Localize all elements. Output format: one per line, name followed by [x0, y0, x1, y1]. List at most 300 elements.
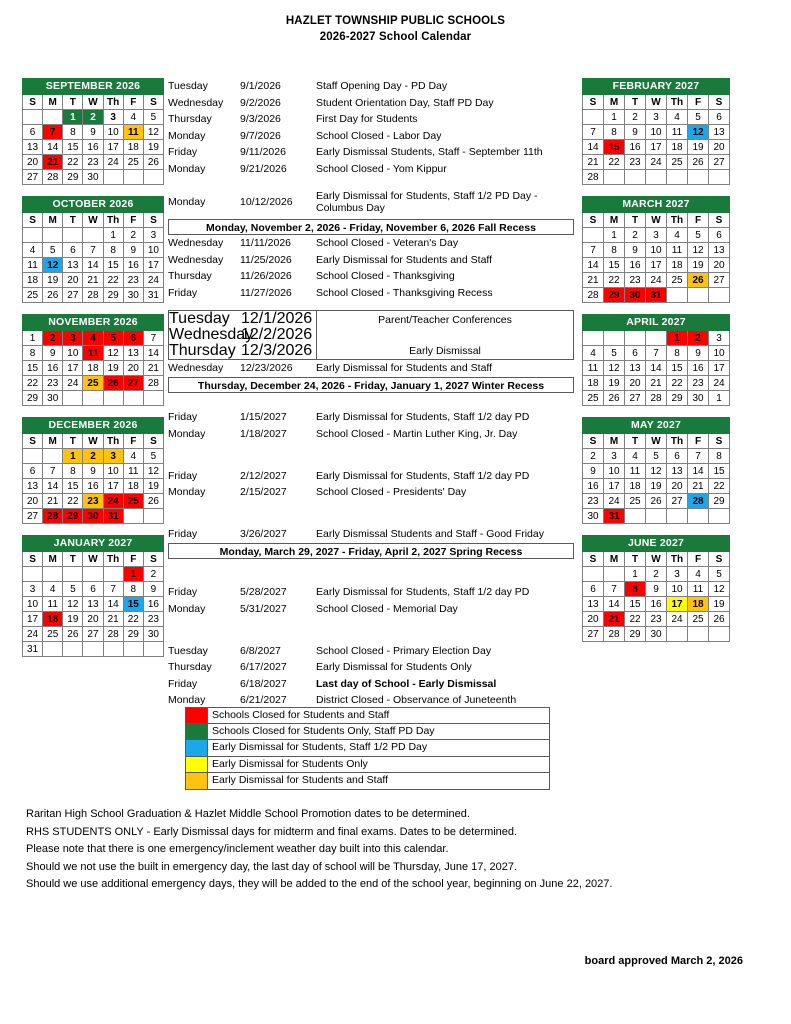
- legend-color-swatch: [186, 724, 208, 739]
- day-of-week-header: M: [604, 213, 625, 228]
- month-may-2027: [582, 417, 730, 524]
- month-april-2027: [582, 314, 730, 406]
- month-title: NOVEMBER 2026: [23, 315, 164, 331]
- calendar-day-cell: 6: [583, 582, 604, 597]
- calendar-day-cell: 1: [63, 110, 83, 125]
- day-of-week-header: T: [625, 552, 646, 567]
- calendar-day-cell: 13: [83, 597, 103, 612]
- calendar-day-cell: 7: [583, 125, 604, 140]
- calendar-day-cell: 6: [667, 449, 688, 464]
- month-title: JANUARY 2027: [23, 536, 164, 552]
- event-weekday: Wednesday: [168, 237, 224, 250]
- event-row: [168, 484, 574, 501]
- event-row: [168, 285, 574, 302]
- calendar-week-row: [23, 170, 164, 185]
- day-of-week-header: Th: [103, 434, 123, 449]
- day-of-week-header: F: [688, 213, 709, 228]
- calendar-empty-cell: [688, 288, 709, 303]
- event-date: 6/18/2027: [240, 677, 287, 690]
- calendar-day-cell: 13: [667, 464, 688, 479]
- calendar-day-cell: 2: [83, 110, 103, 125]
- event-weekday: Friday: [168, 411, 198, 424]
- calendar-day-cell: 16: [143, 597, 163, 612]
- calendar-empty-cell: [583, 110, 604, 125]
- calendar-empty-cell: [123, 170, 143, 185]
- calendar-day-cell: 19: [709, 597, 730, 612]
- calendar-day-cell: 6: [709, 110, 730, 125]
- calendar-day-cell: 17: [709, 361, 730, 376]
- event-weekday: Tuesday: [168, 80, 208, 93]
- calendar-day-cell: 27: [709, 273, 730, 288]
- calendar-empty-cell: [123, 509, 143, 524]
- calendar-week-row: [23, 376, 164, 391]
- calendar-day-cell: 27: [709, 155, 730, 170]
- month-september-2026: [22, 78, 164, 185]
- calendar-empty-cell: [646, 331, 667, 346]
- events-june: [168, 643, 574, 709]
- banner-fall-recess: Monday, November 2, 2026 - Friday, November 6, 2026 Fall Recess: [168, 219, 574, 235]
- calendar-day-cell: 11: [625, 464, 646, 479]
- calendar-day-cell: 15: [709, 464, 730, 479]
- ptc-description: [317, 311, 573, 359]
- calendar-day-cell: 21: [83, 273, 103, 288]
- calendar-week-row: [23, 449, 164, 464]
- calendar-day-cell: 1: [625, 567, 646, 582]
- calendar-empty-cell: [604, 331, 625, 346]
- day-of-week-header: Th: [667, 95, 688, 110]
- event-weekday: Friday: [168, 586, 198, 599]
- calendar-day-cell: 15: [604, 140, 625, 155]
- day-of-week-header: M: [604, 95, 625, 110]
- event-row: [168, 189, 574, 214]
- calendar-empty-cell: [667, 509, 688, 524]
- day-of-week-header: S: [23, 552, 43, 567]
- calendar-day-cell: 5: [709, 567, 730, 582]
- calendar-empty-cell: [625, 331, 646, 346]
- events-september: [168, 78, 574, 177]
- calendar-day-cell: 3: [646, 110, 667, 125]
- calendar-week-row: [23, 479, 164, 494]
- event-weekday: Wednesday: [169, 326, 254, 343]
- calendar-empty-cell: [83, 642, 103, 657]
- calendar-day-cell: 25: [667, 155, 688, 170]
- calendar-day-cell: 29: [63, 170, 83, 185]
- calendar-week-row: [23, 627, 164, 642]
- calendar-day-cell: 23: [123, 273, 143, 288]
- calendar-day-cell: 13: [625, 361, 646, 376]
- month-title: SEPTEMBER 2026: [23, 79, 164, 95]
- calendar-empty-cell: [625, 170, 646, 185]
- calendar-day-cell: 9: [83, 125, 103, 140]
- calendar-day-cell: 14: [43, 479, 63, 494]
- calendar-day-cell: 24: [23, 627, 43, 642]
- calendar-day-cell: 1: [23, 331, 43, 346]
- calendar-day-cell: 16: [688, 361, 709, 376]
- calendar-day-cell: 9: [143, 582, 163, 597]
- ptc-subtitle: Early Dismissal: [409, 345, 481, 357]
- calendar-day-cell: 5: [646, 449, 667, 464]
- calendar-day-cell: 27: [63, 288, 83, 303]
- calendar-day-cell: 26: [143, 494, 163, 509]
- day-of-week-header: S: [709, 95, 730, 110]
- calendar-day-cell: 19: [688, 140, 709, 155]
- event-date: 1/18/2027: [240, 427, 287, 440]
- event-weekday: Wednesday: [168, 362, 224, 375]
- calendar-week-row: [583, 273, 730, 288]
- calendar-day-cell: 7: [83, 243, 103, 258]
- calendar-day-cell: 23: [688, 376, 709, 391]
- calendar-day-cell: 11: [123, 125, 143, 140]
- calendar-empty-cell: [604, 170, 625, 185]
- calendar-day-cell: 10: [646, 125, 667, 140]
- calendar-day-cell: 9: [646, 582, 667, 597]
- calendar-empty-cell: [43, 449, 63, 464]
- events-october: [168, 189, 574, 214]
- calendar-day-cell: 7: [583, 243, 604, 258]
- spacer: [168, 634, 574, 643]
- event-row: [168, 95, 574, 112]
- day-of-week-header: S: [143, 95, 163, 110]
- calendar-day-cell: 4: [625, 449, 646, 464]
- calendar-week-row: [583, 331, 730, 346]
- calendar-day-cell: 11: [83, 346, 103, 361]
- banner-winter-recess: Thursday, December 24, 2026 - Friday, January 1, 2027 Winter Recess: [168, 377, 574, 393]
- calendar-day-cell: 5: [143, 110, 163, 125]
- calendar-day-cell: 2: [123, 228, 143, 243]
- calendar-day-cell: 11: [667, 125, 688, 140]
- events-december: [168, 360, 574, 377]
- event-date: 6/17/2027: [240, 661, 287, 674]
- event-row: [168, 128, 574, 145]
- spacer: [168, 459, 574, 468]
- calendar-empty-cell: [709, 509, 730, 524]
- calendar-day-cell: 13: [123, 346, 143, 361]
- day-of-week-header: W: [83, 552, 103, 567]
- calendar-week-row: [23, 155, 164, 170]
- calendar-day-cell: 8: [103, 243, 123, 258]
- month-march-2027: [582, 196, 730, 303]
- event-row: [168, 252, 574, 269]
- calendar-day-cell: 18: [123, 140, 143, 155]
- calendar-day-cell: 2: [625, 228, 646, 243]
- calendar-day-cell: 9: [83, 464, 103, 479]
- event-date: 2/12/2027: [240, 469, 287, 482]
- calendar-day-cell: 12: [604, 361, 625, 376]
- calendar-day-cell: 21: [103, 612, 123, 627]
- calendar-day-cell: 4: [667, 228, 688, 243]
- calendar-day-cell: 7: [43, 464, 63, 479]
- calendar-day-cell: 23: [83, 155, 103, 170]
- calendar-day-cell: 28: [143, 376, 163, 391]
- calendar-day-cell: 27: [83, 627, 103, 642]
- legend-color-swatch: [186, 708, 208, 723]
- calendar-day-cell: 23: [43, 376, 63, 391]
- calendar-day-cell: 19: [143, 140, 163, 155]
- calendar-day-cell: 17: [63, 361, 83, 376]
- calendar-day-cell: 12: [43, 258, 63, 273]
- day-of-week-header: T: [625, 95, 646, 110]
- calendar-day-cell: 6: [123, 331, 143, 346]
- calendar-day-cell: 24: [604, 494, 625, 509]
- calendar-day-cell: 17: [646, 258, 667, 273]
- legend-row: [186, 740, 549, 756]
- calendar-week-row: [23, 346, 164, 361]
- calendar-day-cell: 17: [103, 479, 123, 494]
- calendar-week-row: [583, 391, 730, 406]
- event-row: [168, 144, 574, 161]
- calendar-day-cell: 22: [709, 479, 730, 494]
- footer-note-line: Should we use additional emergency days, they will be added to the end of the school year, beginning on June 22, 2027.: [26, 878, 613, 891]
- spacer: [168, 301, 574, 310]
- calendar-week-row: [23, 494, 164, 509]
- calendar-day-cell: 3: [103, 110, 123, 125]
- event-description: Early Dismissal for Students, Staff 1/2 day PD: [316, 469, 530, 482]
- calendar-day-cell: 27: [667, 494, 688, 509]
- calendar-day-cell: 17: [23, 612, 43, 627]
- calendar-day-cell: 4: [667, 110, 688, 125]
- calendar-day-cell: 16: [83, 140, 103, 155]
- events-march: [168, 526, 574, 543]
- calendar-empty-cell: [667, 627, 688, 642]
- calendar-week-row: [583, 597, 730, 612]
- calendar-day-cell: 19: [604, 376, 625, 391]
- calendar-day-cell: 17: [667, 597, 688, 612]
- calendar-day-cell: 9: [123, 243, 143, 258]
- day-of-week-header: Th: [667, 213, 688, 228]
- calendar-day-cell: 28: [604, 627, 625, 642]
- month-november-2026: [22, 314, 164, 406]
- calendar-day-cell: 30: [625, 288, 646, 303]
- calendar-day-cell: 6: [709, 228, 730, 243]
- calendar-week-row: [23, 567, 164, 582]
- day-of-week-header: F: [123, 552, 143, 567]
- day-of-week-header: W: [83, 213, 103, 228]
- calendar-day-cell: 22: [667, 376, 688, 391]
- calendar-empty-cell: [709, 627, 730, 642]
- event-weekday: Monday: [168, 129, 206, 142]
- calendar-empty-cell: [83, 391, 103, 406]
- calendar-day-cell: 4: [688, 567, 709, 582]
- calendar-day-cell: 20: [583, 612, 604, 627]
- calendar-day-cell: 7: [143, 331, 163, 346]
- event-date: 1/15/2027: [240, 411, 287, 424]
- calendar-week-row: [583, 627, 730, 642]
- event-description: Student Orientation Day, Staff PD Day: [316, 96, 494, 109]
- event-weekday: Friday: [168, 677, 198, 690]
- month-title: JUNE 2027: [583, 536, 730, 552]
- calendar-week-row: [583, 110, 730, 125]
- calendar-day-cell: 2: [83, 449, 103, 464]
- event-date: 9/2/2026: [240, 96, 281, 109]
- calendar-week-row: [583, 243, 730, 258]
- calendar-day-cell: 23: [143, 612, 163, 627]
- legend-label: Early Dismissal for Students Only: [212, 757, 368, 770]
- day-of-week-header: S: [709, 434, 730, 449]
- calendar-day-cell: 11: [43, 597, 63, 612]
- day-of-week-header: Th: [667, 552, 688, 567]
- calendar-day-cell: 12: [143, 125, 163, 140]
- calendar-empty-cell: [123, 391, 143, 406]
- calendar-day-cell: 14: [688, 464, 709, 479]
- event-description: District Closed - Observance of Juneteenth: [316, 694, 517, 707]
- calendar-day-cell: 15: [123, 597, 143, 612]
- calendar-day-cell: 26: [143, 155, 163, 170]
- legend-row: [186, 757, 549, 773]
- calendar-day-cell: 4: [83, 331, 103, 346]
- day-of-week-header: Th: [667, 434, 688, 449]
- day-of-week-header: F: [688, 95, 709, 110]
- calendar-day-cell: 22: [103, 273, 123, 288]
- calendar-day-cell: 5: [63, 582, 83, 597]
- day-of-week-header: W: [646, 95, 667, 110]
- calendar-day-cell: 23: [625, 273, 646, 288]
- calendar-day-cell: 29: [709, 494, 730, 509]
- legend-label: Schools Closed for Students Only, Staff PD Day: [212, 725, 435, 738]
- calendar-week-row: [583, 346, 730, 361]
- calendar-day-cell: 7: [43, 125, 63, 140]
- calendar-empty-cell: [143, 509, 163, 524]
- calendar-day-cell: 11: [583, 361, 604, 376]
- calendar-day-cell: 27: [123, 376, 143, 391]
- calendar-day-cell: 6: [23, 464, 43, 479]
- calendar-day-cell: 1: [604, 228, 625, 243]
- event-weekday: Friday: [168, 469, 198, 482]
- calendar-day-cell: 31: [604, 509, 625, 524]
- page-subtitle: 2026-2027 School Calendar: [319, 30, 472, 43]
- calendar-day-cell: 30: [688, 391, 709, 406]
- calendar-day-cell: 24: [646, 273, 667, 288]
- calendar-day-cell: 7: [604, 582, 625, 597]
- calendar-day-cell: 18: [625, 479, 646, 494]
- calendar-day-cell: 23: [625, 155, 646, 170]
- calendar-day-cell: 29: [667, 391, 688, 406]
- calendar-day-cell: 20: [123, 361, 143, 376]
- event-row: [168, 526, 574, 543]
- calendar-empty-cell: [103, 642, 123, 657]
- event-row: [169, 327, 316, 343]
- calendar-day-cell: 8: [63, 125, 83, 140]
- calendar-day-cell: 21: [43, 155, 63, 170]
- calendar-day-cell: 12: [103, 346, 123, 361]
- calendar-day-cell: 22: [625, 612, 646, 627]
- calendar-week-row: [23, 110, 164, 125]
- calendar-day-cell: 14: [604, 597, 625, 612]
- day-of-week-header: T: [63, 95, 83, 110]
- day-of-week-header: M: [43, 213, 63, 228]
- event-date: 6/21/2027: [240, 694, 287, 707]
- event-description: School Closed - Labor Day: [316, 129, 442, 142]
- calendar-day-cell: 22: [604, 155, 625, 170]
- legend-row: [186, 724, 549, 740]
- spacer: [168, 559, 574, 576]
- board-approved-text: board approved March 2, 2026: [584, 955, 743, 967]
- event-weekday: Tuesday: [168, 644, 208, 657]
- calendar-day-cell: 4: [583, 346, 604, 361]
- event-row: [168, 584, 574, 601]
- calendar-day-cell: 1: [709, 391, 730, 406]
- calendar-day-cell: 28: [103, 627, 123, 642]
- calendar-day-cell: 15: [63, 479, 83, 494]
- calendar-day-cell: 9: [43, 346, 63, 361]
- calendar-day-cell: 21: [688, 479, 709, 494]
- event-description: School Closed - Thanksgiving: [316, 270, 455, 283]
- calendar-day-cell: 5: [143, 449, 163, 464]
- calendar-day-cell: 29: [625, 627, 646, 642]
- day-of-week-header: S: [143, 213, 163, 228]
- calendar-empty-cell: [23, 228, 43, 243]
- event-date: 5/28/2027: [240, 586, 287, 599]
- calendar-day-cell: 29: [103, 288, 123, 303]
- calendar-day-cell: 21: [143, 361, 163, 376]
- calendar-empty-cell: [63, 228, 83, 243]
- calendar-day-cell: 25: [23, 288, 43, 303]
- month-column-right: [582, 78, 730, 653]
- event-description: School Closed - Thanksgiving Recess: [316, 286, 493, 299]
- calendar-day-cell: 24: [143, 273, 163, 288]
- calendar-day-cell: 2: [625, 110, 646, 125]
- calendar-day-cell: 21: [604, 612, 625, 627]
- event-description: School Closed - Primary Election Day: [316, 644, 492, 657]
- event-description: Early Dismissal Students, Staff - September 11th: [316, 146, 543, 159]
- calendar-day-cell: 20: [83, 612, 103, 627]
- month-january-2027: [22, 535, 164, 657]
- calendar-day-cell: 8: [604, 243, 625, 258]
- calendar-week-row: [23, 642, 164, 657]
- calendar-empty-cell: [23, 110, 43, 125]
- day-of-week-header: M: [604, 552, 625, 567]
- calendar-week-row: [583, 258, 730, 273]
- calendar-empty-cell: [143, 391, 163, 406]
- calendar-day-cell: 1: [63, 449, 83, 464]
- calendar-day-cell: 8: [63, 464, 83, 479]
- calendar-day-cell: 6: [63, 243, 83, 258]
- event-weekday: Thursday: [168, 661, 212, 674]
- calendar-day-cell: 2: [43, 331, 63, 346]
- calendar-empty-cell: [103, 567, 123, 582]
- calendar-day-cell: 22: [123, 612, 143, 627]
- event-date: 12/1/2026: [241, 310, 313, 327]
- calendar-day-cell: 26: [604, 391, 625, 406]
- calendar-day-cell: 2: [688, 331, 709, 346]
- event-row: [168, 268, 574, 285]
- calendar-day-cell: 15: [604, 258, 625, 273]
- event-date: 10/12/2026: [240, 195, 293, 208]
- banner-spring-recess: Monday, March 29, 2027 - Friday, April 2, 2027 Spring Recess: [168, 543, 574, 559]
- calendar-week-row: [583, 464, 730, 479]
- calendar-day-cell: 28: [583, 170, 604, 185]
- day-of-week-header: W: [646, 213, 667, 228]
- event-weekday: Monday: [168, 427, 206, 440]
- calendar-day-cell: 21: [583, 273, 604, 288]
- calendar-day-cell: 27: [583, 627, 604, 642]
- calendar-day-cell: 14: [646, 361, 667, 376]
- event-date: 3/26/2027: [240, 528, 287, 541]
- calendar-week-row: [23, 288, 164, 303]
- calendar-week-row: [583, 376, 730, 391]
- legend-row: [186, 708, 549, 724]
- calendar-empty-cell: [23, 449, 43, 464]
- calendar-day-cell: 4: [123, 110, 143, 125]
- calendar-day-cell: 14: [583, 258, 604, 273]
- calendar-day-cell: 6: [625, 346, 646, 361]
- calendar-day-cell: 7: [688, 449, 709, 464]
- day-of-week-header: Th: [103, 95, 123, 110]
- calendar-week-row: [583, 228, 730, 243]
- event-description: School Closed - Memorial Day: [316, 602, 458, 615]
- calendar-empty-cell: [83, 567, 103, 582]
- calendar-week-row: [23, 243, 164, 258]
- calendar-day-cell: 24: [667, 612, 688, 627]
